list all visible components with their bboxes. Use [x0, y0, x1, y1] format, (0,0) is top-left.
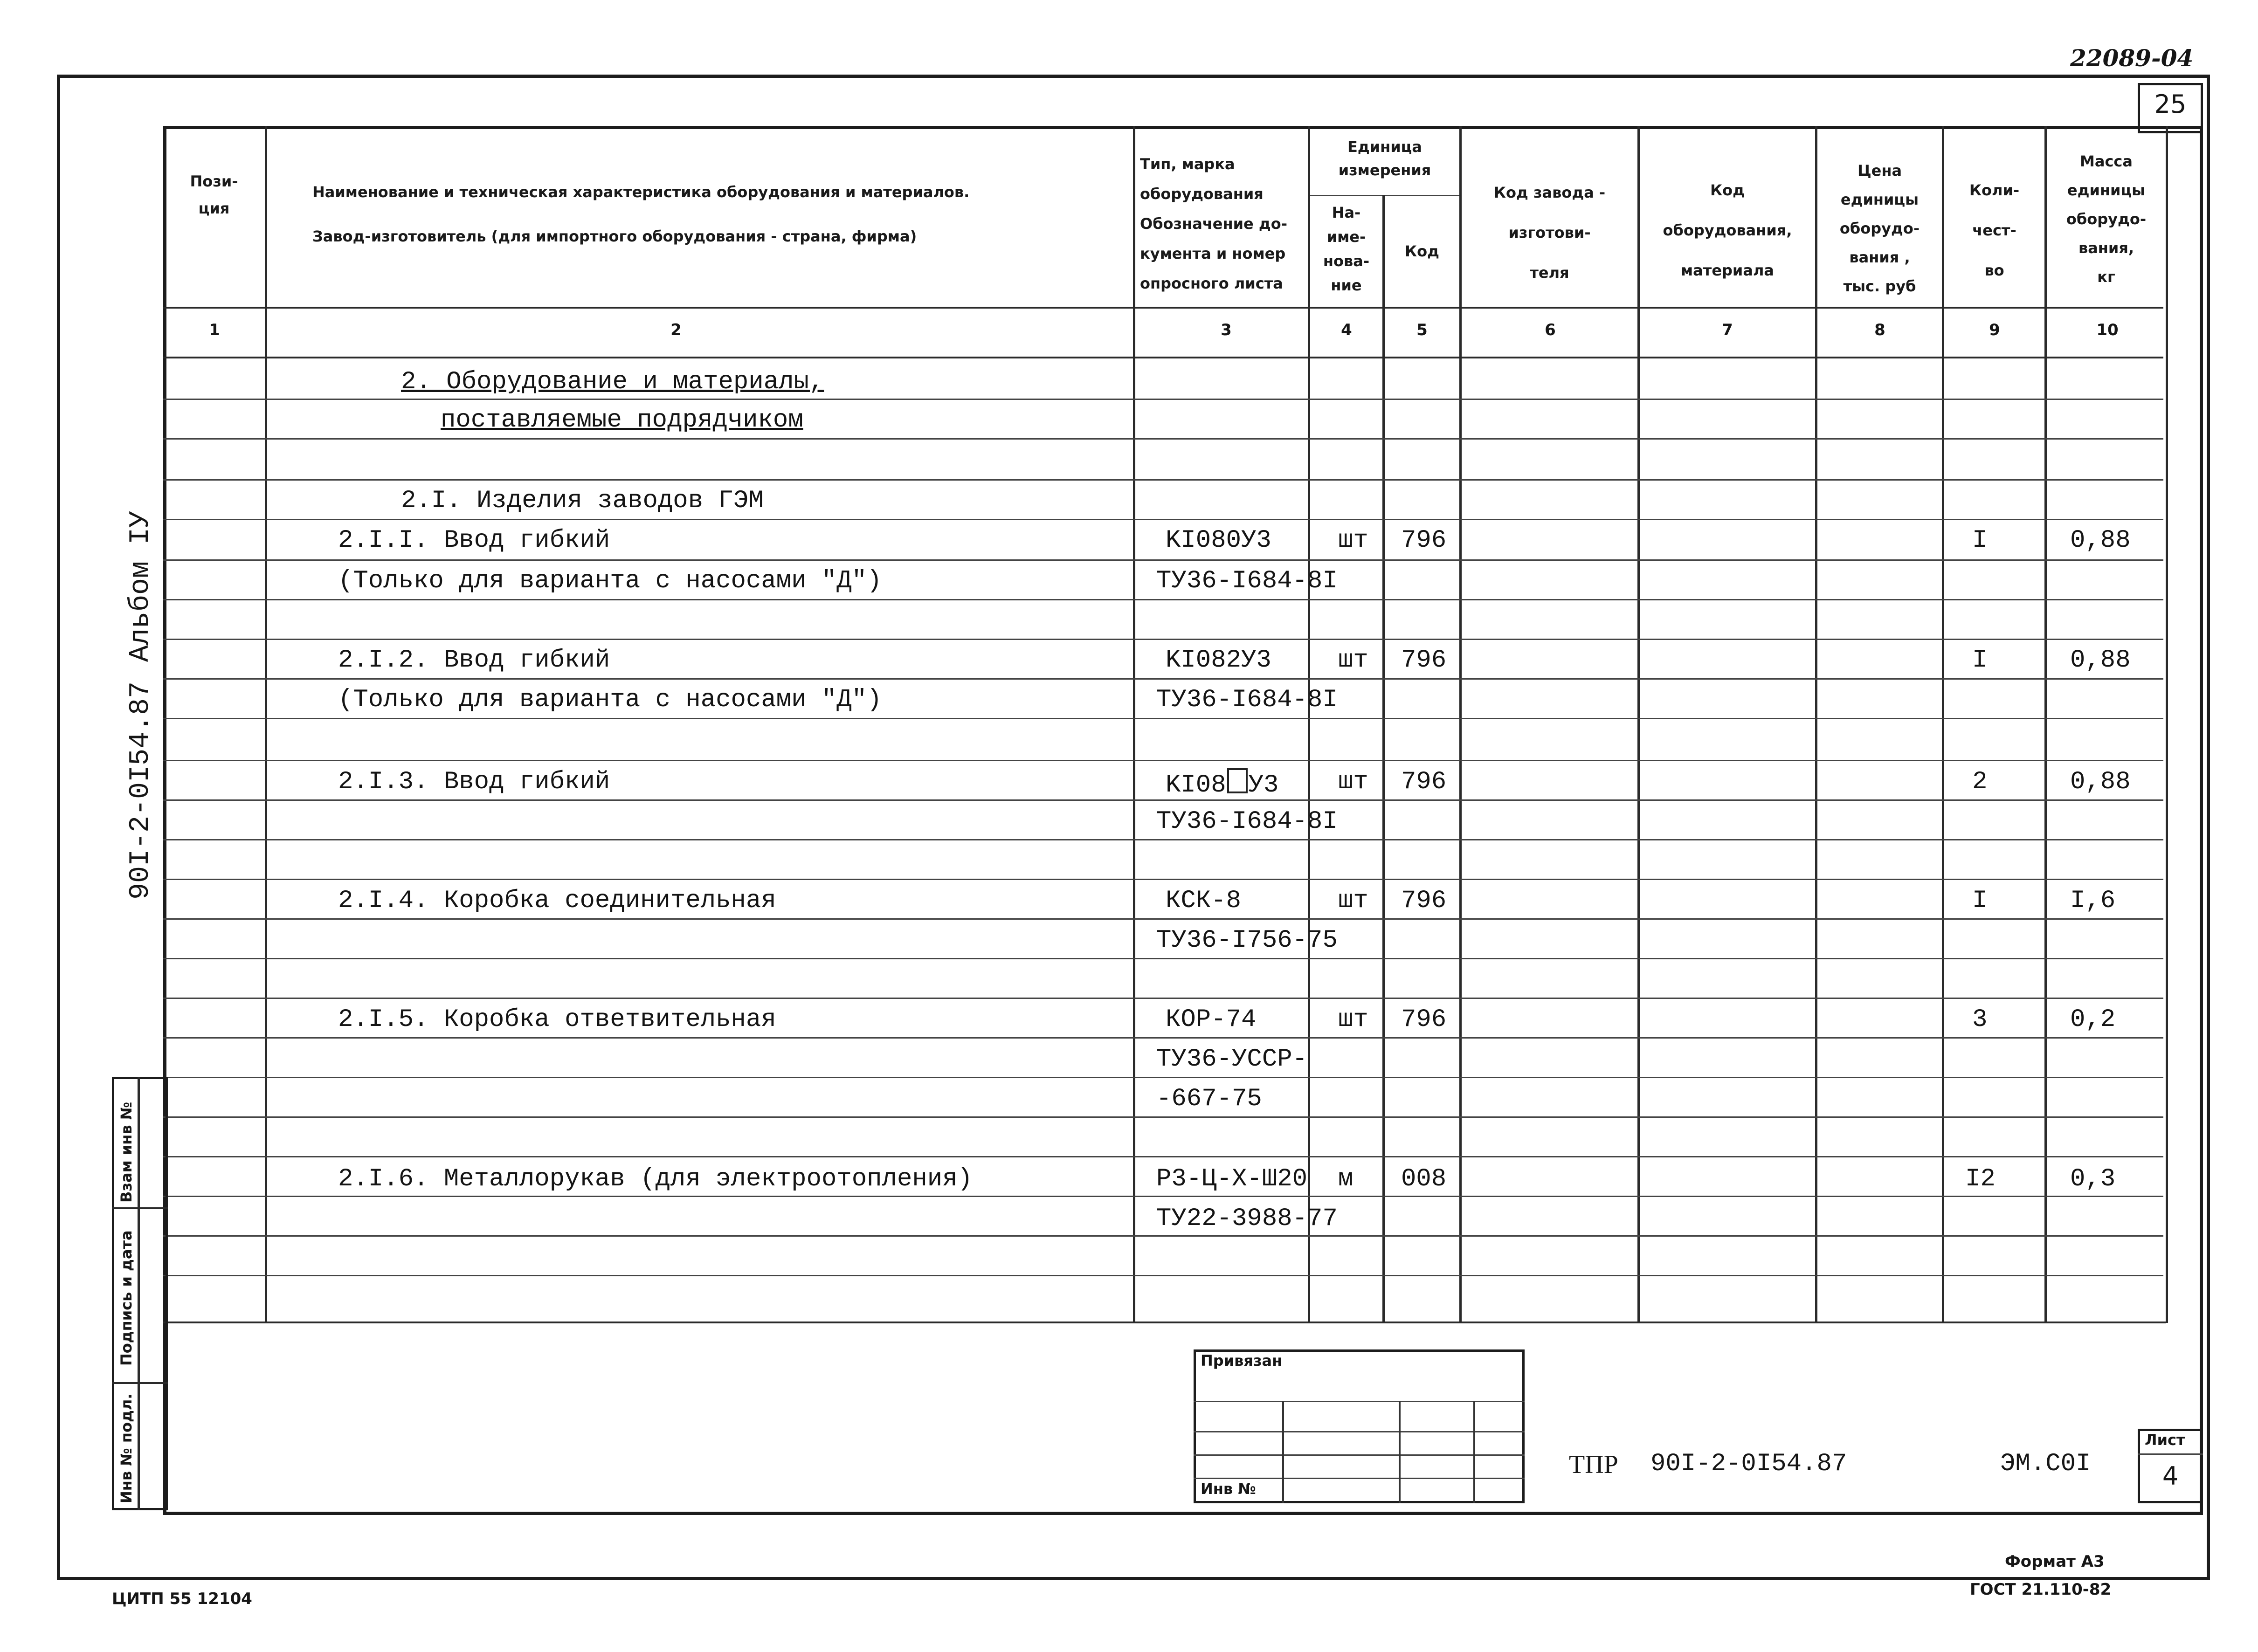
item-type: КСК-8 — [1166, 887, 1242, 915]
sheet-label: Лист — [2145, 1431, 2185, 1449]
col-number: 4 — [1341, 321, 1352, 339]
row-line — [163, 1037, 2163, 1039]
col-line-7 — [1815, 126, 1817, 1323]
col-line-5 — [1459, 126, 1462, 1323]
item-unit-code: 008 — [1401, 1165, 1447, 1193]
col-line-6 — [1637, 126, 1640, 1323]
row-line — [163, 1156, 2163, 1157]
page-number: 25 — [2154, 89, 2187, 119]
header-mass: Масса единицы оборудо- вания, кг — [2066, 152, 2147, 286]
footer-gost: ГОСТ 21.110-82 — [1970, 1580, 2112, 1599]
item-unit-code: 796 — [1401, 526, 1447, 555]
item-qty: 2 — [1972, 768, 1988, 796]
item-doc: ТУ36-I684-8I — [1156, 807, 1338, 836]
colnum-bottom-line — [163, 357, 2163, 358]
attached-col — [1282, 1401, 1284, 1503]
item-unit-code: 796 — [1401, 646, 1447, 675]
row-line — [163, 879, 2163, 880]
item-unit: шт — [1338, 887, 1368, 915]
row-line — [163, 839, 2163, 840]
doc-code: 90I-2-0I54.87 — [1650, 1450, 1847, 1478]
row-line — [163, 799, 2163, 801]
item-unit: шт — [1338, 526, 1368, 555]
header-unit-group: Единица измерения — [1338, 138, 1431, 179]
row-line — [163, 958, 2163, 959]
item-note: (Только для варианта с насосами "Д") — [338, 567, 882, 595]
footer-format: Формат А3 — [2005, 1552, 2105, 1571]
album-label: Альбом IУ — [125, 510, 157, 662]
row-line — [163, 718, 2163, 719]
header-equipment-code: Код оборудования, материала — [1663, 181, 1792, 279]
header-name: Наименование и техническая характеристика оборудования и материалов. Завод-изготовитель (для импортного оборудования - страна, фирма) — [312, 183, 970, 245]
row-line — [163, 479, 2163, 481]
item-type: KI082У3 — [1166, 646, 1271, 675]
col-line-3 — [1308, 126, 1310, 1323]
side-stamp-divider — [138, 1077, 140, 1510]
item-qty: I — [1972, 526, 1988, 555]
item-mass: 0,3 — [2070, 1165, 2116, 1193]
col-number: 6 — [1545, 321, 1556, 339]
attached-col — [1473, 1401, 1475, 1503]
row-line — [163, 1275, 2163, 1276]
header-price: Цена единицы оборудо- вания , тыс. руб — [1839, 162, 1920, 295]
side-box-signature-date: Подпись и дата — [117, 1230, 135, 1366]
item-doc: ТУ22-3988-77 — [1156, 1205, 1338, 1233]
side-stamp-divider — [112, 1207, 168, 1209]
side-box-replace-inv: Взам инв № — [117, 1101, 135, 1203]
item-doc: ТУ36-УССР- — [1156, 1045, 1308, 1074]
row-line — [163, 998, 2163, 999]
sheet-box-divider — [2138, 1453, 2203, 1455]
row-line — [163, 918, 2163, 920]
item-unit-code: 796 — [1401, 1005, 1447, 1034]
row-line — [163, 599, 2163, 600]
doc-type: ТПР — [1569, 1450, 1618, 1479]
item-mass: 0,88 — [2070, 646, 2131, 675]
col-line-9 — [2044, 126, 2047, 1323]
item-name: 2.I.4. Коробка соединительная — [338, 887, 776, 915]
item-mass: 0,2 — [2070, 1005, 2116, 1034]
top-code: 22089-04 — [2070, 44, 2194, 72]
item-type: Р3-Ц-Х-Ш20 — [1156, 1165, 1308, 1193]
row-line — [163, 399, 2163, 400]
item-type-prefix: KI08 — [1166, 771, 1226, 799]
section-title: 2. Оборудование и материалы, — [401, 368, 824, 396]
col-number: 10 — [2096, 321, 2119, 339]
item-mass: 0,88 — [2070, 768, 2131, 796]
header-unit-code: Код — [1405, 242, 1439, 260]
item-qty: I — [1972, 887, 1988, 915]
item-qty: 3 — [1972, 1005, 1988, 1034]
row-line — [163, 639, 2163, 640]
item-name: 2.I.2. Ввод гибкий — [338, 646, 610, 675]
item-note: (Только для варианта с насосами "Д") — [338, 686, 882, 714]
header-quantity: Коли- чест- во — [1969, 181, 2020, 279]
item-type-suffix: У3 — [1248, 771, 1279, 799]
row-line — [163, 760, 2163, 761]
item-mass: I,6 — [2070, 887, 2116, 915]
row-line — [163, 559, 2163, 561]
col-number: 1 — [209, 321, 220, 339]
item-name: 2.I.3. Ввод гибкий — [338, 768, 610, 796]
col-line-4 — [1382, 195, 1385, 1323]
col-number: 9 — [1989, 321, 2000, 339]
item-doc: ТУ36-I684-8I — [1156, 686, 1338, 714]
sheet-number: 4 — [2162, 1461, 2179, 1491]
col-line-10 — [2166, 126, 2168, 1323]
col-number: 3 — [1221, 321, 1232, 339]
inv-label: Инв № — [1201, 1480, 1256, 1498]
attached-label: Привязан — [1201, 1352, 1283, 1370]
item-name: 2.I.I. Ввод гибкий — [338, 526, 610, 555]
item-unit: м — [1338, 1165, 1353, 1193]
header-unit-name: На- име- нова- ние — [1323, 204, 1370, 294]
row-line — [163, 438, 2163, 440]
row-line — [163, 678, 2163, 680]
item-unit-code: 796 — [1401, 887, 1447, 915]
attached-col — [1399, 1401, 1401, 1503]
side-doc-number: 90I-2-0I54.87 — [125, 681, 157, 900]
row-line — [163, 1196, 2163, 1197]
footer-left: ЦИТП 55 12104 — [112, 1590, 252, 1608]
subsection-title: 2.I. Изделия заводов ГЭМ — [401, 487, 764, 515]
col-number: 2 — [670, 321, 682, 339]
item-name: 2.I.5. Коробка ответвительная — [338, 1005, 776, 1034]
col-line-2 — [1133, 126, 1135, 1323]
table-bottom-line — [163, 1322, 2166, 1323]
section-title-cont: поставляемые подрядчиком — [441, 406, 803, 434]
header-type: Тип, марка оборудования Обозначение до- кумента и номер опросного листа — [1140, 155, 1287, 292]
item-doc: ТУ36-I756-75 — [1156, 926, 1338, 955]
row-line — [163, 519, 2163, 520]
item-doc: ТУ36-I684-8I — [1156, 567, 1338, 595]
item-doc-cont: -667-75 — [1156, 1085, 1262, 1113]
item-type: KI080У3 — [1166, 526, 1271, 555]
item-unit: шт — [1338, 768, 1368, 796]
col-line-1 — [265, 126, 267, 1323]
row-line — [163, 1116, 2163, 1118]
item-name: 2.I.6. Металлорукав (для электроотопления) — [338, 1165, 973, 1193]
item-qty: I2 — [1965, 1165, 1996, 1193]
side-box-orig-inv: Инв № подл. — [117, 1393, 135, 1503]
col-number: 8 — [1874, 321, 1885, 339]
item-unit: шт — [1338, 1005, 1368, 1034]
sheet-code: ЭМ.C0I — [2000, 1450, 2091, 1478]
col-line-8 — [1942, 126, 1944, 1323]
row-line — [163, 1235, 2163, 1237]
item-mass: 0,88 — [2070, 526, 2131, 555]
item-qty: I — [1972, 646, 1988, 675]
item-unit: шт — [1338, 646, 1368, 675]
col-number: 7 — [1722, 321, 1733, 339]
item-type: КОР-74 — [1166, 1005, 1257, 1034]
item-unit-code: 796 — [1401, 768, 1447, 796]
header-maker-code: Код завода - изготови- теля — [1493, 184, 1606, 282]
row-line — [163, 1077, 2163, 1078]
blank-box — [1227, 768, 1248, 793]
header-position: Пози- ция — [190, 172, 238, 217]
col-number: 5 — [1416, 321, 1428, 339]
item-type — [1166, 768, 1278, 799]
header-bottom-line — [163, 307, 2163, 309]
side-stamp-divider — [112, 1382, 168, 1384]
